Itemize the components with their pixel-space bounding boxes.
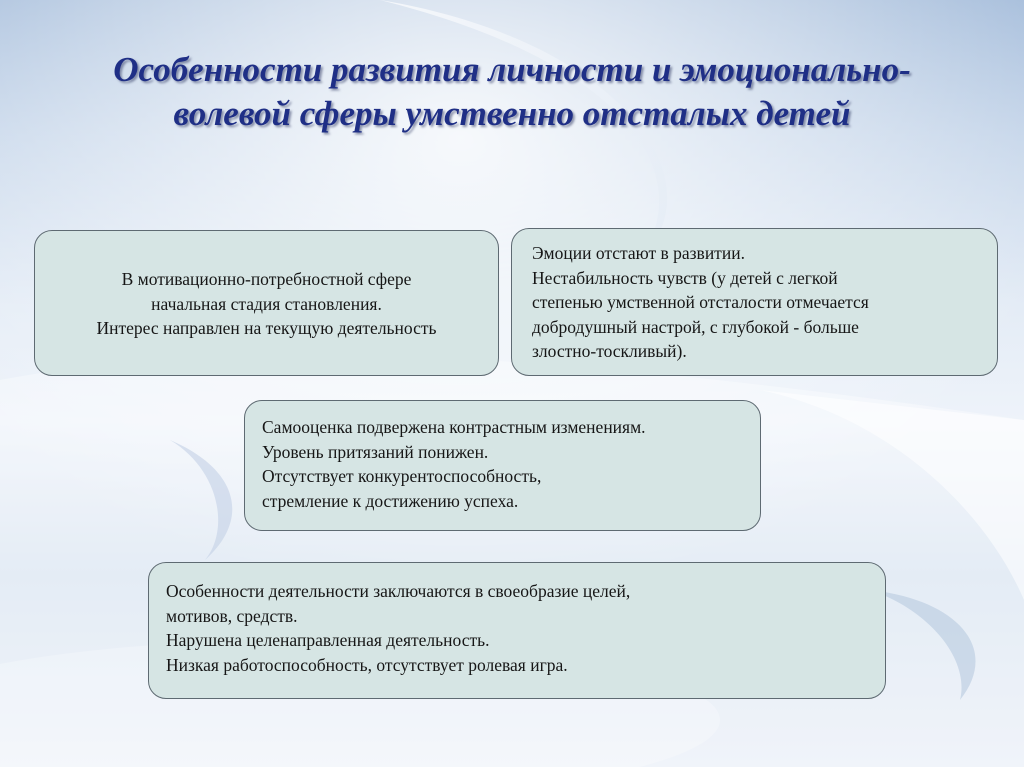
activity-line: Нарушена целенаправленная деятельность. (166, 630, 490, 650)
emotions-box (511, 228, 998, 376)
emotions-line: степенью умственной отсталости отмечается (532, 292, 869, 312)
emotions-line: добродушный настрой, с глубокой - больше (532, 316, 859, 337)
self-esteem-line: Отсутствует конкурентоспособность, (262, 466, 542, 486)
slide-title-line-2: волевой сферы умственно отсталых детей (173, 94, 851, 133)
self-esteem-line: Самооценка подвержена контрастным изменениям. (262, 417, 646, 437)
motivation-box (34, 230, 499, 376)
activity-box (148, 562, 886, 699)
emotions-line: Нестабильность чувств (у детей с легкой (532, 267, 838, 288)
activity-line: Особенности деятельности заключаются в своеобразие целей, (166, 581, 631, 601)
motivation-line: В мотивационно-потребностной сфере (121, 269, 412, 289)
emotions-line: злостно-тоскливый). (532, 341, 687, 361)
motivation-line: Интерес направлен на текущую деятельность (96, 318, 437, 338)
self-esteem-line: стремление к достижению успеха. (262, 490, 519, 511)
slide-title (40, 48, 984, 136)
emotions-line: Эмоции отстают в развитии. (532, 243, 745, 263)
slide-title-line-1: Особенности развития личности и эмоционально- (113, 50, 911, 89)
self-esteem-box (244, 400, 761, 531)
activity-line: Низкая работоспособность, отсутствует ролевая игра. (166, 654, 568, 675)
self-esteem-line: Уровень притязаний понижен. (262, 441, 489, 462)
activity-line: мотивов, средств. (166, 605, 298, 626)
motivation-line: начальная стадия становления. (151, 293, 382, 314)
